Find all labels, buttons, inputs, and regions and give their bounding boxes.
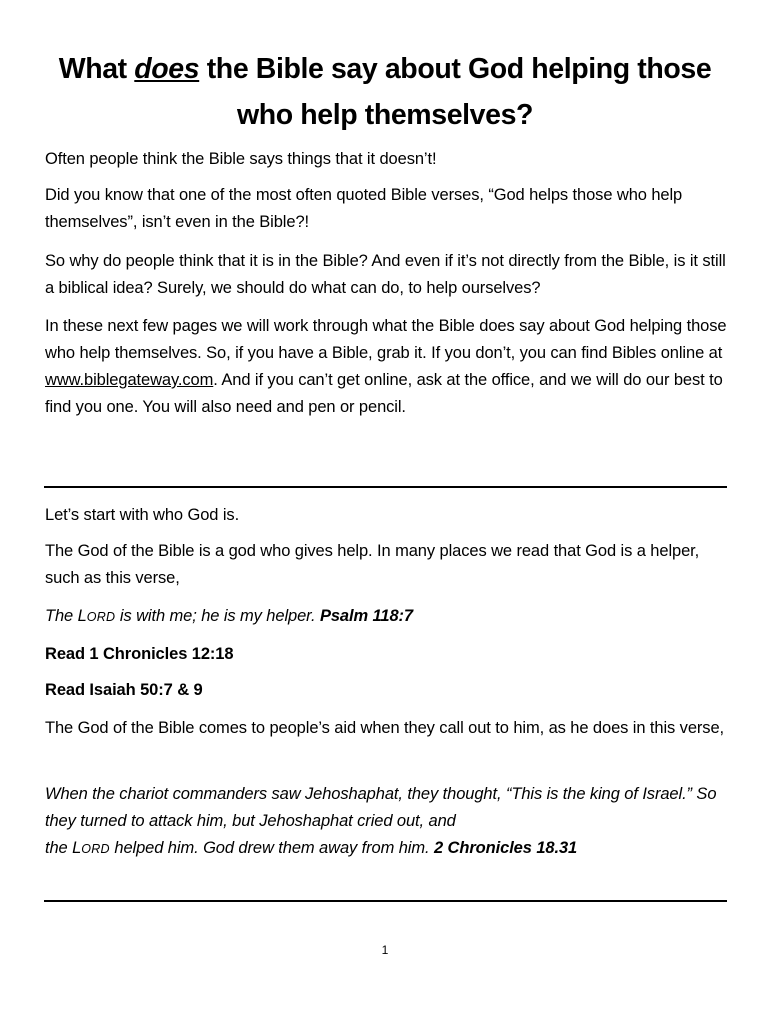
read-instruction-chronicles: Read 1 Chronicles 12:18 <box>45 645 234 663</box>
verse-chronicles <box>45 781 735 863</box>
intro-paragraph-2: Did you know that one of the most often quoted Bible verses, “God helps those who help themselves”, isn’t even in the Bible?! <box>45 186 683 231</box>
title-line1-post: the Bible say about God helping those <box>199 53 712 85</box>
biblegateway-link[interactable]: www.biblegateway.com <box>45 371 214 389</box>
verse-psalm <box>45 603 735 631</box>
title-line2: who help themselves? <box>236 99 534 131</box>
intro-paragraph-4 <box>45 313 735 421</box>
read-instruction-isaiah: Read Isaiah 50:7 & 9 <box>45 681 203 699</box>
verse-chronicles-line1: When the chariot commanders saw Jehoshaphat, they thought, “This is the king of Israel.” So they turned to attack him, but Jehoshaphat cried out, and <box>45 785 717 830</box>
intro-paragraph-4-post: . And if you can’t get online, ask at the office, and we will do our best to find you one. You will also need and pen or pencil. <box>45 371 723 416</box>
section-divider-top <box>44 486 727 488</box>
page-number: 1 <box>381 943 389 957</box>
page-title <box>30 46 740 138</box>
title-line1-pre: What <box>58 53 135 85</box>
verse-psalm-pre: The L <box>45 607 87 625</box>
verse-chronicles-text: helped him. God drew them away from him. <box>109 839 434 857</box>
verse-chronicles-pre: the L <box>45 839 82 857</box>
title-emphasis: does <box>134 53 200 85</box>
verse-psalm-reference: Psalm 118:7 <box>319 607 414 625</box>
verse-chronicles-reference: 2 Chronicles 18.31 <box>434 839 578 857</box>
section-paragraph-1: Let’s start with who God is. <box>45 506 240 524</box>
verse-chronicles-smallcaps: ORD <box>81 842 110 856</box>
verse-psalm-smallcaps: ORD <box>86 610 116 624</box>
intro-paragraph-4-pre: In these next few pages we will work through what the Bible does say about God helping those who help themselves. So, if you have a Bible, grab it. If you don’t, you can find Bibles online at <box>45 317 727 362</box>
section-paragraph-3: The God of the Bible comes to people’s aid when they call out to him, as he does in this verse, <box>45 719 725 737</box>
intro-paragraph-1: Often people think the Bible says things that it doesn’t! <box>45 150 437 168</box>
verse-psalm-text: is with me; he is my helper. <box>115 607 320 625</box>
section-paragraph-2: The God of the Bible is a god who gives help. In many places we read that God is a helper, such as this verse, <box>45 542 700 587</box>
intro-paragraph-3: So why do people think that it is in the Bible? And even if it’s not directly from the Bible, is it still a biblical idea? Surely, we should do what can do, to help ourselves? <box>45 252 726 297</box>
section-divider-bottom <box>44 900 727 902</box>
